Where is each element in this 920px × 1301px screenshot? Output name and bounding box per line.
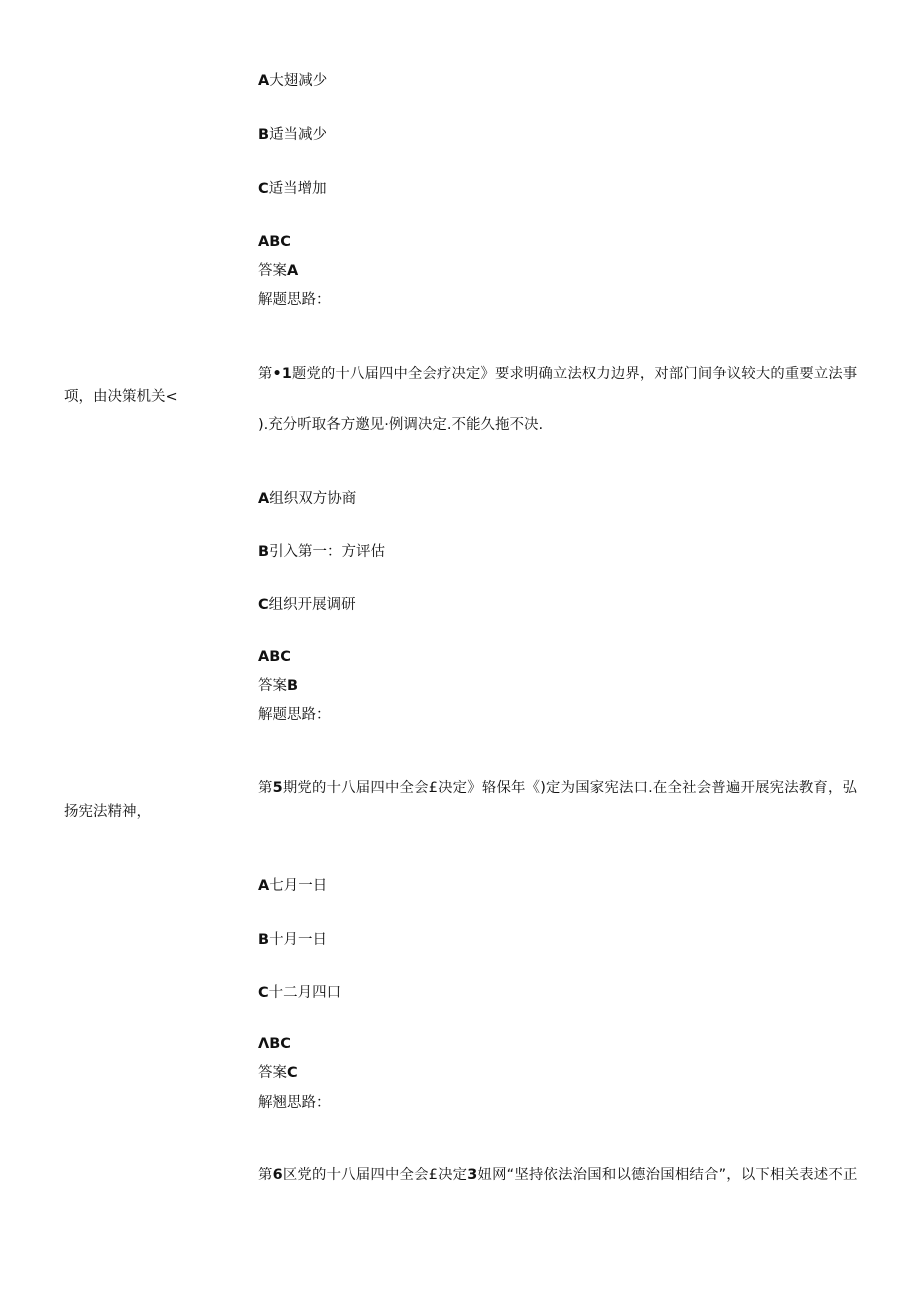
- question-number: 6: [272, 1167, 283, 1183]
- stem-text: 区党的十八届四中全会£决定: [282, 1167, 468, 1183]
- analysis-label: 解题思路：: [258, 707, 331, 723]
- answer-line: [258, 679, 298, 694]
- answer-label: 答案: [258, 678, 287, 694]
- option-letter: B: [258, 932, 270, 948]
- option-letter: A: [258, 73, 270, 89]
- option-a[interactable]: [258, 492, 356, 507]
- option-letter: A: [258, 878, 270, 894]
- option-c[interactable]: [258, 182, 327, 197]
- question-stem-line: [258, 781, 857, 795]
- answer-label: 答案: [258, 1065, 287, 1081]
- analysis-label: 解题思路：: [258, 292, 331, 308]
- answer-line: [258, 264, 298, 279]
- option-a[interactable]: [258, 879, 327, 894]
- option-text: 组织双方协商: [269, 491, 357, 507]
- option-c[interactable]: [258, 598, 356, 613]
- answer-value: A: [287, 263, 299, 279]
- option-text: 大翅减少: [269, 73, 328, 89]
- question-stem-line: 扬宪法精神，: [64, 804, 151, 820]
- answer-value: B: [287, 678, 299, 694]
- option-text: 引入第一：方评估: [269, 544, 386, 560]
- option-letter: B: [258, 127, 270, 143]
- question-number: •1: [272, 366, 292, 382]
- stem-prefix: 第: [258, 780, 273, 796]
- option-text: 七月一日: [269, 878, 328, 894]
- analysis-label: 解翘思路：: [258, 1095, 331, 1111]
- option-text: 十二月四口: [268, 985, 342, 1001]
- question-number: 5: [272, 780, 283, 796]
- choices-row: ABC: [258, 649, 291, 665]
- option-b[interactable]: [258, 933, 327, 948]
- answer-label: 答案: [258, 263, 287, 279]
- answer-line: [258, 1066, 298, 1081]
- stem-text: 题党的十八届四中全会疗决定》要求明确立法权力边界，对部门间争议较大的重要立法事: [292, 366, 858, 382]
- option-letter: C: [258, 985, 269, 1001]
- choices-row: ΛBC: [258, 1036, 291, 1052]
- stem-text: 妞网“坚持依法治国和以德治国相结合”，以下相关表述不正: [477, 1167, 858, 1183]
- option-letter: B: [258, 544, 270, 560]
- question-stem-line: 项，由决策机关<: [64, 389, 178, 405]
- question-stem-line: ).充分听取各方邀见·例调决定.不能久拖不决.: [258, 417, 544, 433]
- stem-prefix: 第: [258, 366, 273, 382]
- option-b[interactable]: [258, 128, 327, 143]
- option-a[interactable]: [258, 74, 327, 89]
- option-text: 组织开展调研: [268, 597, 356, 613]
- answer-value: C: [287, 1065, 298, 1081]
- option-b[interactable]: [258, 545, 385, 560]
- option-letter: C: [258, 597, 269, 613]
- question-stem-line: [258, 367, 857, 381]
- choices-row: ABC: [258, 234, 291, 250]
- question-stem-line: [258, 1168, 858, 1182]
- option-text: 适当增加: [268, 181, 327, 197]
- option-letter: A: [258, 491, 270, 507]
- option-c[interactable]: [258, 986, 341, 1001]
- question-number-secondary: 3: [467, 1167, 478, 1183]
- stem-text: 期党的十八届四中全会£决定》辂保年《)定为国家宪法口.在全社会普遍开展宪法教育，弘: [282, 780, 858, 796]
- stem-prefix: 第: [258, 1167, 273, 1183]
- option-text: 十月一日: [269, 932, 328, 948]
- option-letter: C: [258, 181, 269, 197]
- option-text: 适当减少: [269, 127, 328, 143]
